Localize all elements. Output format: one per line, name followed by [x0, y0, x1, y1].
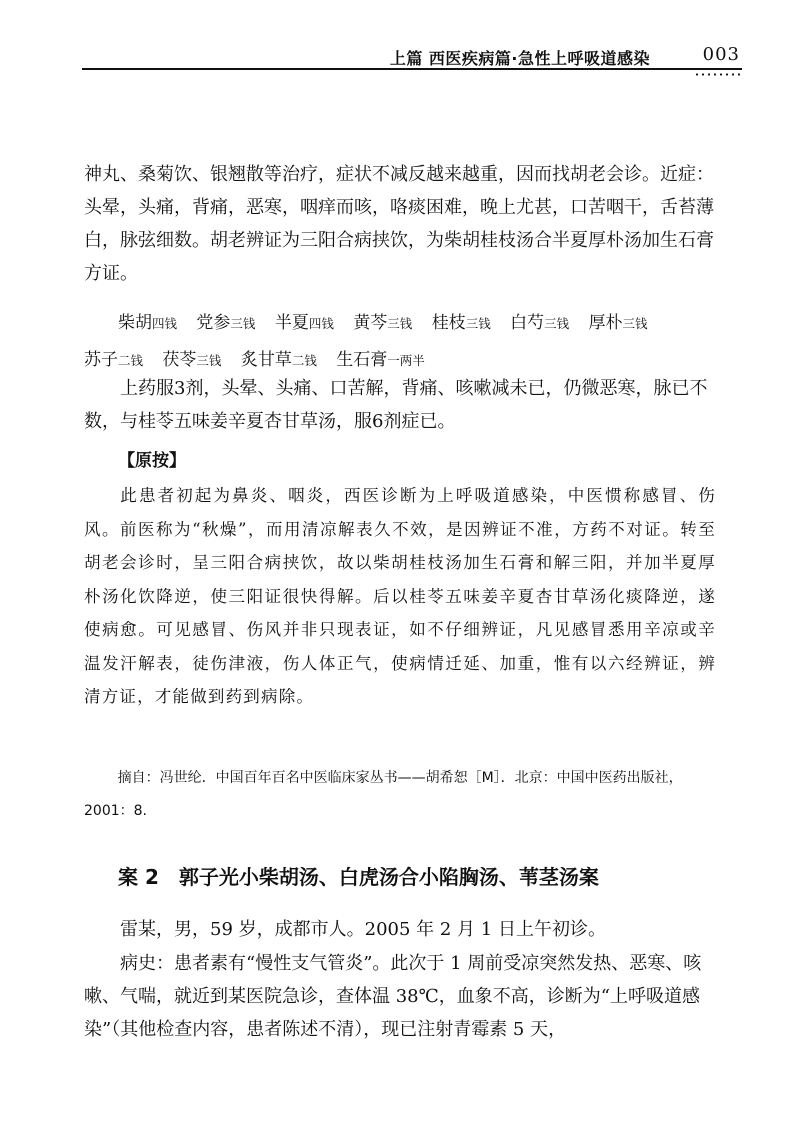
herb-name: 苏子: [84, 350, 118, 370]
prescription-item: [118, 305, 177, 342]
herb-dose: 二钱: [118, 353, 144, 368]
header-dots-ornament: [694, 73, 740, 76]
herb-dose: 一两半: [387, 353, 425, 368]
herb-name: 半夏: [274, 313, 309, 333]
herb-dose: 三钱: [622, 316, 648, 331]
herb-name: 白芍: [510, 313, 545, 333]
prescription-item: [353, 305, 412, 342]
herb-dose: 三钱: [544, 316, 570, 331]
prescription-list: [84, 305, 716, 379]
herb-dose: 二钱: [291, 353, 317, 368]
herb-dose: 四钱: [308, 316, 334, 331]
prescription-item: [432, 305, 491, 342]
citation: 摘自：冯世纶．中国百年百名中医临床家丛书——胡希恕［M］．北京：中国中医药出版社，2001：8.: [84, 770, 683, 819]
herb-name: 茯苓: [162, 350, 197, 370]
herb-name: 生石膏: [336, 350, 388, 370]
prescription-item: [510, 305, 569, 342]
case-heading: [118, 862, 599, 892]
herb-dose: 三钱: [387, 316, 413, 331]
commentary-paragraph: 此患者初起为鼻炎、咽炎，西医诊断为上呼吸道感染，中医惯称感冒、伤风。前医称为“秋燥”，而用清凉解表久不效，是因辨证不准，方药不对证。转至胡老会诊时，呈三阳合病挟饮，故以柴胡桂枝汤加生石膏和解三阳，并加半夏厚朴汤化饮降逆，使三阳证很快得解。后以桂苓五味姜辛夏杏甘草汤化痰降逆，遂使病愈。可见感冒、伤风并非只现表证，如不仔细辨证，凡见感冒悉用辛凉或辛温发汗解表，徒伤津液，伤人体正气，使病情迁延、加重，惟有以六经辨证，辨清方证，才能做到药到病除。: [84, 486, 716, 706]
prescription-item: [589, 305, 648, 342]
herb-name: 柴胡: [118, 313, 152, 333]
herb-name: 厚朴: [588, 313, 623, 333]
herb-dose: 三钱: [465, 316, 491, 331]
herb-dose: 三钱: [196, 353, 222, 368]
herb-dose: 四钱: [152, 316, 178, 331]
header-section-title: 上篇 西医疾病篇·急性上呼吸道感染: [389, 49, 650, 68]
original-note-heading: 【原按】: [118, 451, 186, 471]
prescription-item: [196, 305, 255, 342]
patient-info: 雷某，男，59 岁，成都市人。2005 年 2 月 1 日上午初诊。: [120, 919, 606, 940]
herb-dose: 三钱: [230, 316, 256, 331]
case-label: 案 2: [118, 865, 159, 889]
case-title: 郭子光小柴胡汤、白虎汤合小陷胸汤、苇茎汤案: [178, 865, 599, 889]
history-paragraph: 病史：患者素有“慢性支气管炎”。此次于 1 周前受凉突然发热、恶寒、咳嗽、气喘，就近到某医院急诊，查体温 38℃，血象不高，诊断为“上呼吸道感染”（其他检查内容，患者陈述不清），现已注射青霉素 5 天，: [84, 953, 702, 1040]
page-number: 003: [702, 44, 740, 65]
herb-name: 桂枝: [431, 313, 466, 333]
result-paragraph: 上药服3剂，头晕、头痛、口苦解，背痛、咳嗽减未已，仍微恶寒，脉已不数，与桂苓五味姜辛夏杏甘草汤，服6剂症已。: [84, 378, 708, 432]
herb-name: 党参: [196, 313, 231, 333]
header-rule: [82, 68, 742, 70]
paragraph-continuation: 神丸、桑菊饮、银翘散等治疗，症状不减反越来越重，因而找胡老会诊。近症：头晕，头痛，背痛，恶寒，咽痒而咳，咯痰困难，晚上尤甚，口苦咽干，舌苔薄白，脉弦细数。胡老辨证为三阳合病挟饮，为柴胡桂枝汤合半夏厚朴汤加生石膏方证。: [84, 164, 714, 284]
running-header: [82, 40, 742, 70]
herb-name: 炙甘草: [240, 350, 292, 370]
herb-name: 黄芩: [353, 313, 388, 333]
prescription-item: [275, 305, 334, 342]
